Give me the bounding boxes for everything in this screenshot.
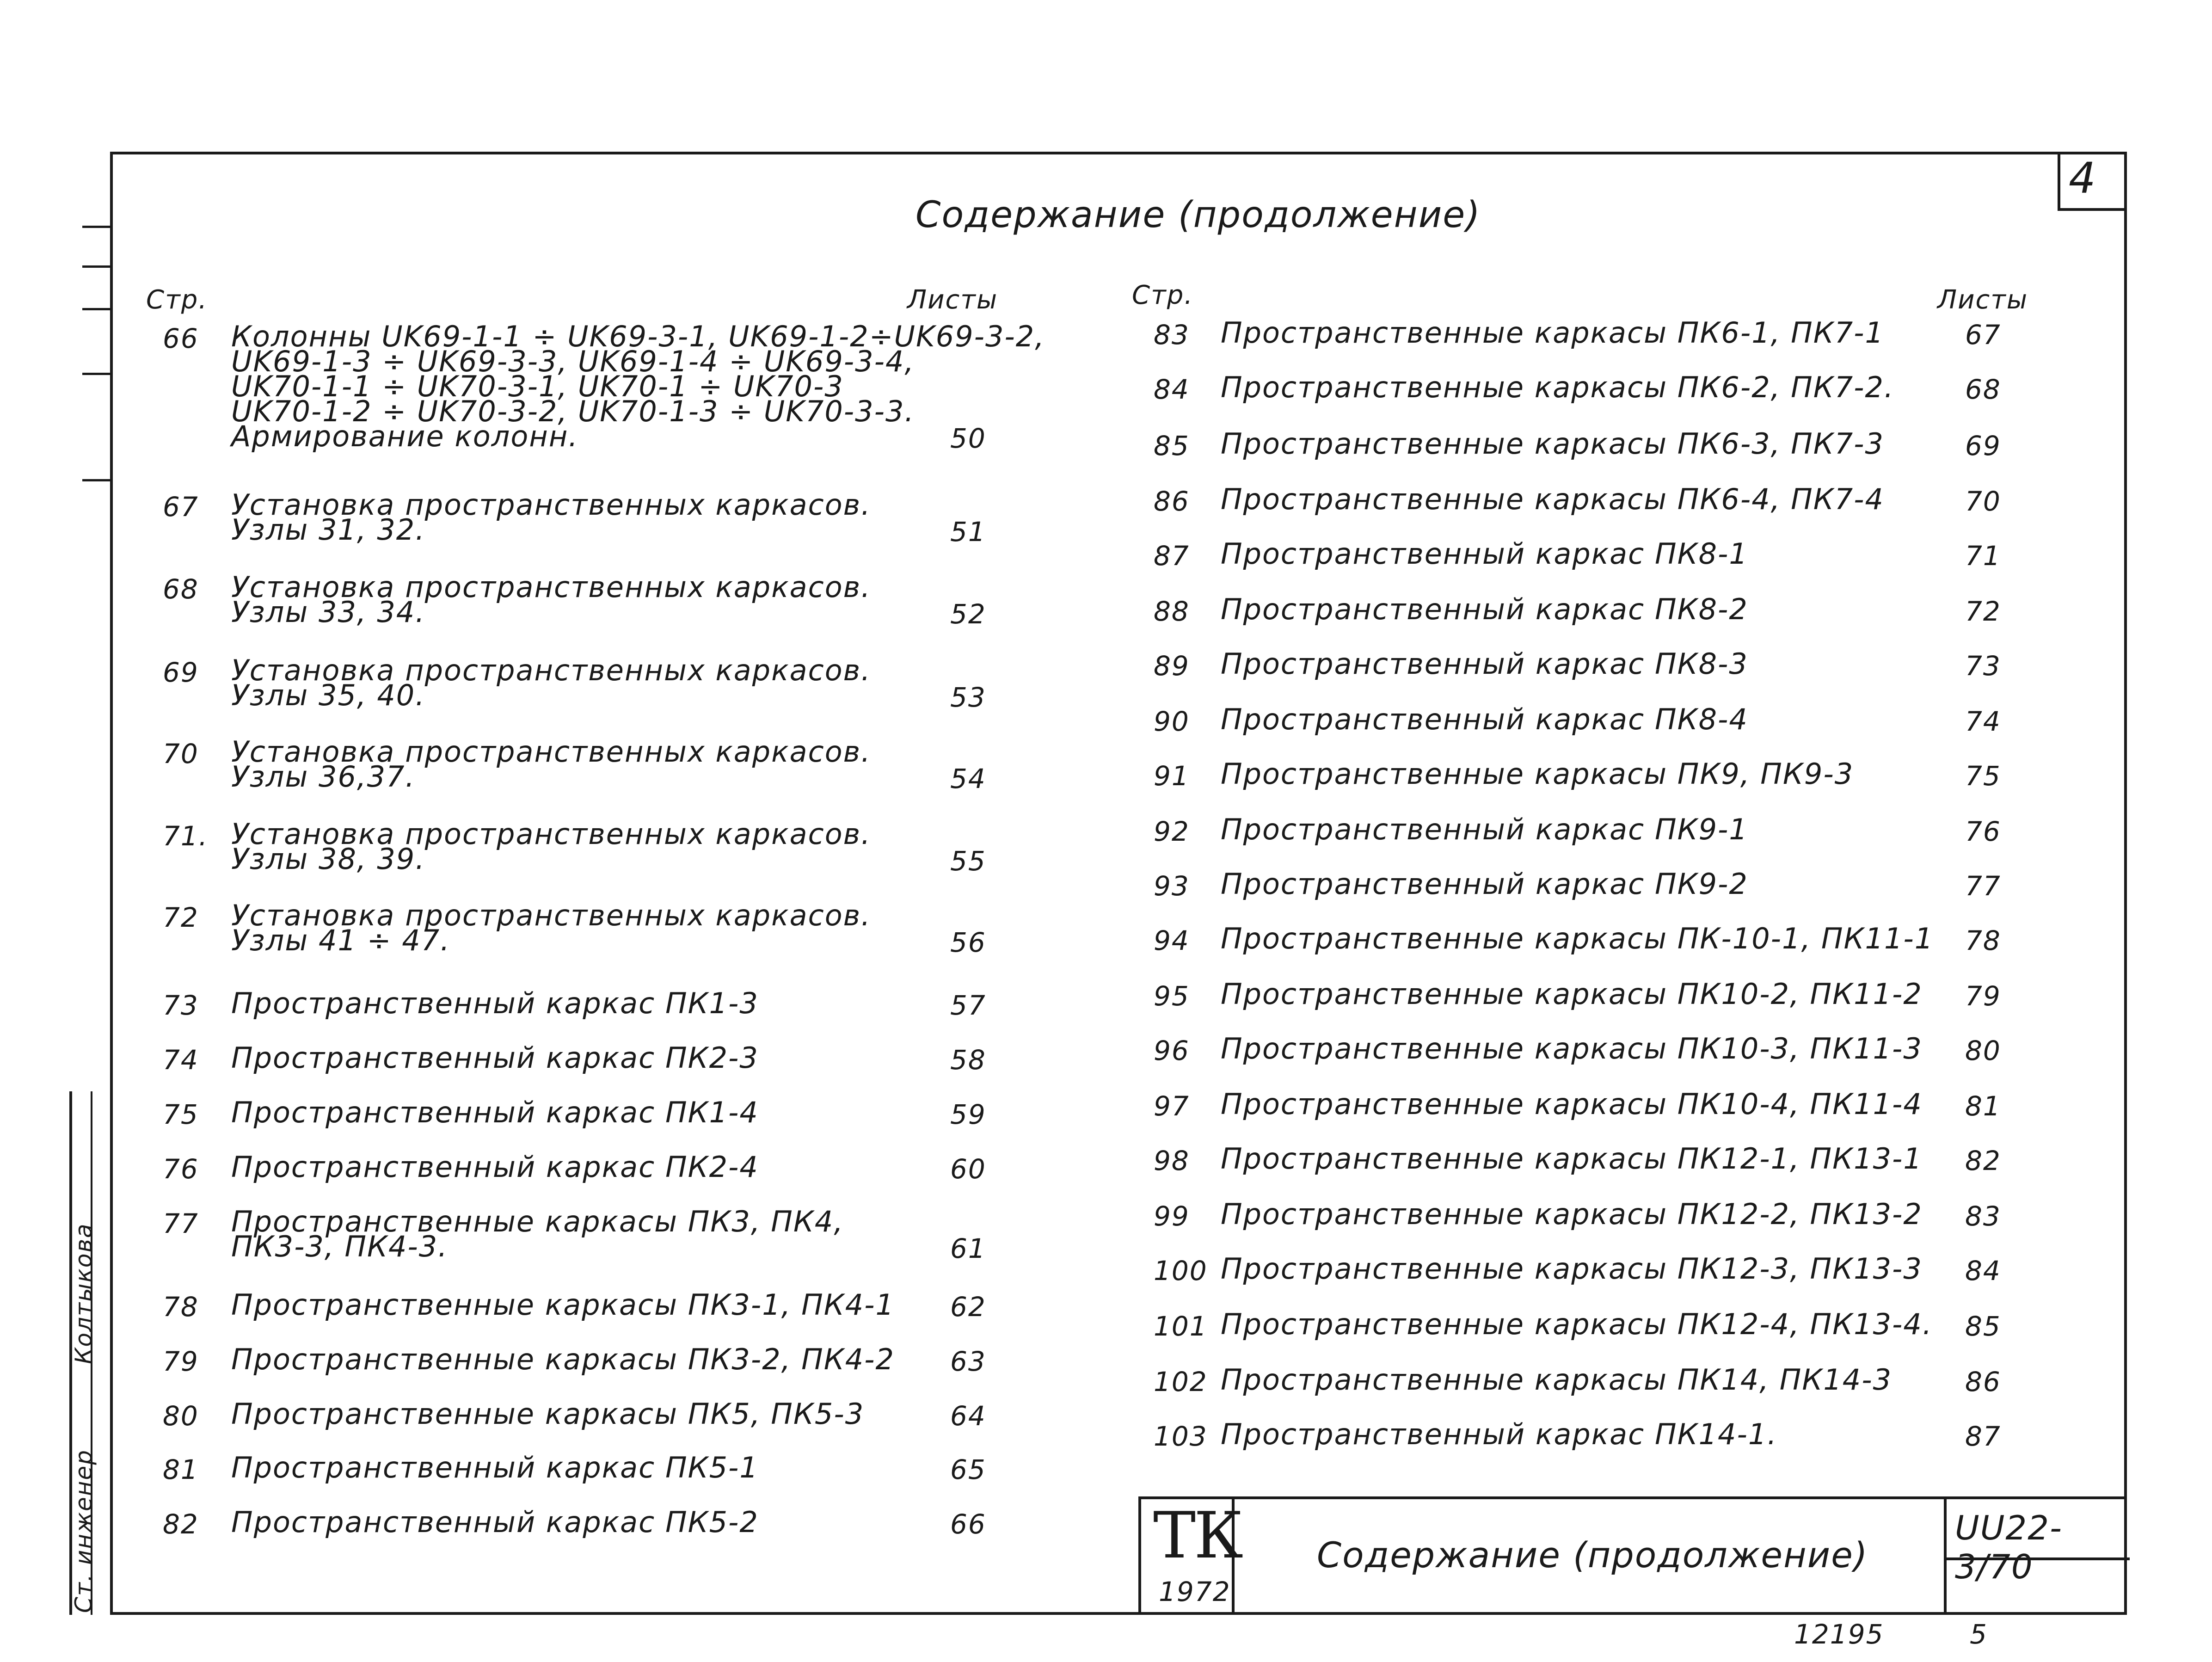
entry-page-number: 66 [163,323,199,354]
entry-title-line: Пространственные каркасы ПК12-3, ПК13-3 [1221,1252,1923,1286]
entry-page-number: 86 [1154,486,1190,517]
title-block-title: Содержание (продолжение) [1317,1534,1868,1576]
entry-page-number: 88 [1154,596,1190,627]
entry-title-line: Пространственный каркас ПК1-3 [231,986,759,1020]
entry-page-number: 99 [1154,1200,1190,1232]
entry-sheet-number: 54 [950,763,986,794]
entry-title-line: Установка пространственных каркасов. [231,488,871,522]
entry-page-number: 84 [1154,374,1190,405]
entry-title-line: Пространственные каркасы ПК6-3, ПК7-3 [1221,427,1884,461]
entry-sheet-number: 65 [950,1454,986,1485]
entry-page-number: 82 [163,1508,199,1540]
entry-page-number: 98 [1154,1145,1190,1176]
entry-title-line: Пространственный каркас ПК8-3 [1221,647,1748,681]
entry-page-number: 75 [163,1099,199,1130]
entry-page-number: 87 [1154,540,1190,572]
entry-sheet-number: 70 [1965,486,2001,517]
entry-title-line: Пространственный каркас ПК9-2 [1221,867,1748,901]
entry-page-number: 93 [1154,870,1190,902]
entry-page-number: 68 [163,573,199,605]
entry-page-number: 95 [1154,980,1190,1012]
entry-page-number: 81 [163,1454,199,1485]
entry-page-number: 73 [163,990,199,1021]
entry-title-line: Пространственные каркасы ПК10-4, ПК11-4 [1221,1087,1923,1121]
entry-sheet-number: 78 [1965,925,2001,956]
entry-title-line: Установка пространственных каркасов. [231,899,871,932]
entry-page-number: 83 [1154,319,1190,351]
entry-page-number: 89 [1154,650,1190,682]
entry-page-number: 100 [1154,1255,1208,1287]
entry-sheet-number: 85 [1965,1311,2001,1342]
margin-tick [82,308,110,310]
entry-sheet-number: 82 [1965,1145,2001,1176]
entry-title-line: Узлы 33, 34. [231,595,425,629]
entry-page-number: 85 [1154,430,1190,462]
entry-sheet-number: 50 [950,423,986,454]
entry-sheet-number: 68 [1965,374,2001,405]
entry-page-number: 90 [1154,706,1190,737]
title-block-year: 1972 [1159,1576,1231,1607]
entry-title-line: Пространственный каркас ПК1-4 [231,1096,759,1129]
entry-sheet-number: 71 [1965,540,2001,572]
entry-sheet-number: 79 [1965,980,2001,1012]
entry-title-line: Армирование колонн. [231,419,579,453]
entry-title-line: Пространственные каркасы ПК10-3, ПК11-3 [1221,1032,1923,1065]
sheet-number-box [2058,152,2127,211]
entry-sheet-number: 58 [950,1044,986,1076]
entry-title-line: Пространственные каркасы ПК12-2, ПК13-2 [1221,1197,1923,1231]
entry-page-number: 101 [1154,1311,1208,1342]
entry-sheet-number: 72 [1965,596,2001,627]
entry-title-line: Пространственные каркасы ПК5, ПК5-3 [231,1397,865,1431]
organization-logo: ТК [1153,1498,1241,1573]
entry-sheet-number: 55 [950,845,986,877]
entry-title-line: Пространственные каркасы ПК3, ПК4, [231,1205,844,1238]
entry-title-line: UK70-1-1 ÷ UK70-3-1, UK70-1 ÷ UK70-3 [231,369,844,403]
entry-title-line: Пространственные каркасы ПК12-4, ПК13-4. [1221,1307,1933,1341]
entry-title-line: Пространственный каркас ПК8-1 [1221,537,1748,571]
margin-tick [82,373,110,375]
entry-page-number: 97 [1154,1090,1190,1122]
title-block-divider [1944,1499,1947,1615]
entry-title-line: Пространственные каркасы ПК9, ПК9-3 [1221,757,1854,791]
signature-position: Ст. инженер [70,1449,97,1613]
entry-page-number: 96 [1154,1035,1190,1066]
margin-tick [82,479,110,481]
margin-tick [82,265,110,268]
entry-title-line: UK70-1-2 ÷ UK70-3-2, UK70-1-3 ÷ UK70-3-3. [231,394,915,428]
entry-sheet-number: 61 [950,1233,986,1264]
entry-sheet-number: 73 [1965,650,2001,682]
entry-page-number: 67 [163,491,199,523]
entry-title-line: Узлы 31, 32. [231,513,425,547]
entry-sheet-number: 77 [1965,870,2001,902]
entry-sheet-number: 52 [950,598,986,630]
entry-sheet-number: 80 [1965,1035,2001,1066]
entry-title-line: ПК3-3, ПК4-3. [231,1230,448,1263]
entry-page-number: 74 [163,1044,199,1076]
entry-title-line: Пространственные каркасы ПК-10-1, ПК11-1 [1221,922,1934,955]
entry-title-line: Пространственные каркасы ПК3-1, ПК4-1 [231,1288,895,1322]
entry-title-line: Пространственные каркасы ПК6-2, ПК7-2. [1221,370,1894,404]
entry-sheet-number: 59 [950,1099,986,1130]
entry-page-number: 92 [1154,816,1190,847]
right-sheets-header: Листы [1937,285,2028,315]
entry-page-number: 77 [163,1208,199,1239]
entry-sheet-number: 64 [950,1400,986,1432]
entry-title-line: Пространственный каркас ПК8-4 [1221,702,1748,736]
entry-page-number: 91 [1154,760,1190,792]
entry-title-line: Установка пространственных каркасов. [231,653,871,687]
signature-surname: Колтыкова [70,1223,97,1364]
entry-sheet-number: 81 [1965,1090,2001,1122]
entry-page-number: 71. [163,820,209,852]
sheet-number: 4 [2069,154,2097,203]
entry-title-line: Пространственный каркас ПК5-1 [231,1451,759,1484]
entry-sheet-number: 67 [1965,319,2001,351]
entry-sheet-number: 87 [1965,1421,2001,1452]
entry-page-number: 70 [163,738,199,769]
entry-page-number: 80 [163,1400,199,1432]
entry-page-number: 79 [163,1346,199,1377]
entry-title-line: Пространственный каркас ПК2-4 [231,1150,759,1184]
entry-title-line: Пространственные каркасы ПК14, ПК14-3 [1221,1363,1892,1397]
entry-sheet-number: 86 [1965,1366,2001,1397]
margin-tick [82,226,110,228]
entry-sheet-number: 69 [1965,430,2001,462]
entry-title-line: Узлы 41 ÷ 47. [231,923,450,957]
entry-title-line: Пространственные каркасы ПК3-2, ПК4-2 [231,1342,895,1376]
page-title: Содержание (продолжение) [916,194,1481,236]
entry-title-line: Узлы 35, 40. [231,678,425,712]
archive-stamp: 12195 [1794,1619,1884,1650]
entry-title-line: Пространственный каркас ПК2-3 [231,1041,759,1075]
title-block [1138,1496,2127,1615]
entry-sheet-number: 51 [950,516,986,548]
entry-title-line: Пространственные каркасы ПК6-1, ПК7-1 [1221,316,1884,350]
entry-page-number: 72 [163,902,199,933]
signature-strip [69,1091,110,1615]
entry-page-number: 78 [163,1291,199,1323]
entry-sheet-number: 63 [950,1346,986,1377]
entry-sheet-number: 74 [1965,706,2001,737]
entry-sheet-number: 76 [1965,816,2001,847]
entry-title-line: UK69-1-3 ÷ UK69-3-3, UK69-1-4 ÷ UK69-3-4, [231,345,915,378]
entry-page-number: 76 [163,1153,199,1185]
entry-sheet-number: 84 [1965,1255,2001,1287]
entry-sheet-number: 56 [950,927,986,958]
entry-sheet-number: 66 [950,1508,986,1540]
entry-title-line: Пространственные каркасы ПК6-4, ПК7-4 [1221,482,1884,516]
entry-sheet-number: 75 [1965,760,2001,792]
left-page-header: Стр. [146,285,208,315]
entry-title-line: Узлы 38, 39. [231,842,425,876]
entry-page-number: 94 [1154,925,1190,956]
entry-title-line: Пространственный каркас ПК5-2 [231,1505,759,1539]
entry-title-line: Установка пространственных каркасов. [231,570,871,604]
entry-title-line: Пространственные каркасы ПК10-2, ПК11-2 [1221,977,1923,1011]
entry-sheet-number: 83 [1965,1200,2001,1232]
right-page-header: Стр. [1132,280,1194,310]
entry-sheet-number: 53 [950,682,986,713]
entry-title-line: Пространственные каркасы ПК12-1, ПК13-1 [1221,1142,1923,1176]
entry-sheet-number: 62 [950,1291,986,1323]
entry-title-line: Пространственный каркас ПК9-1 [1221,813,1748,846]
entry-title-line: Пространственный каркас ПК8-2 [1221,592,1748,626]
page-number: 5 [1970,1619,1988,1650]
entry-page-number: 102 [1154,1366,1208,1397]
entry-title-line: Узлы 36,37. [231,760,416,794]
entry-title-line: Пространственный каркас ПК14-1. [1221,1417,1778,1451]
left-sheets-header: Листы [907,285,998,315]
entry-page-number: 103 [1154,1421,1208,1452]
entry-title-line: Колонны UK69-1-1 ÷ UK69-3-1, UK69-1-2÷UK69-3-2, [231,320,1045,353]
entry-title-line: Установка пространственных каркасов. [231,817,871,851]
entry-sheet-number: 57 [950,990,986,1021]
title-block-code: UU22-3/70 [1955,1508,2063,1586]
entry-title-line: Установка пространственных каркасов. [231,735,871,769]
entry-page-number: 69 [163,657,199,688]
entry-sheet-number: 60 [950,1153,986,1185]
